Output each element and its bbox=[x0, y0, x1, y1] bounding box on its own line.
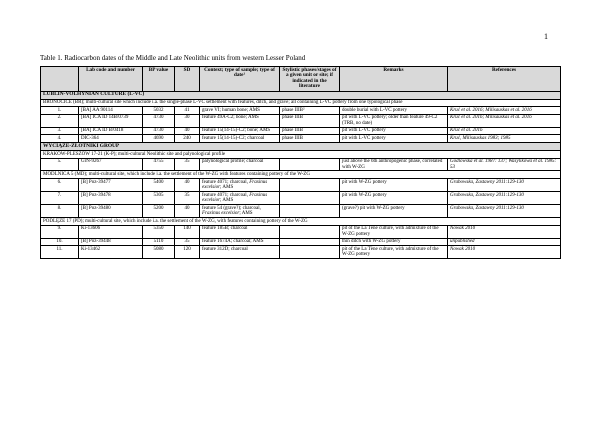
row-lab-code: Ki-13606 bbox=[79, 225, 143, 238]
row-sd: 40 bbox=[175, 179, 200, 192]
header-remarks: Remarks bbox=[340, 67, 448, 92]
row-context: feature 185B; charcoal bbox=[200, 225, 280, 238]
row-remarks: (grave?) pit with W-ZG pottery bbox=[340, 205, 448, 218]
table-row bbox=[41, 107, 561, 115]
table-row bbox=[41, 246, 561, 259]
row-references: unpublished bbox=[448, 238, 561, 246]
row-references: Kruć et al. 2016; Milisauskas et al. 2016 bbox=[448, 114, 561, 127]
row-number: 9. bbox=[41, 225, 79, 238]
row-context: feature 312D; charcoal bbox=[200, 246, 280, 259]
row-bp-value: 4730 bbox=[143, 127, 175, 135]
row-number: 8. bbox=[41, 205, 79, 218]
radiocarbon-table bbox=[40, 66, 561, 259]
table-row bbox=[41, 238, 561, 246]
row-number: 2. bbox=[41, 114, 79, 127]
header-number bbox=[41, 67, 79, 92]
row-bp-value: 5200 bbox=[143, 205, 175, 218]
row-bp-value: 4690 bbox=[143, 135, 175, 143]
row-context: feature 4071; charcoal, Fraxinus excelsior; AMS bbox=[200, 179, 280, 192]
row-phase: phase IIIB bbox=[280, 114, 340, 127]
row-lab-code: [B] Poz-39480 bbox=[79, 205, 143, 218]
header-stylistic-phase: Stylistic phases/stages of a given unit or site; if indicated in the literature bbox=[280, 67, 340, 92]
row-sd: 35 bbox=[175, 238, 200, 246]
row-context: feature 49A-C2; bone; AMS bbox=[200, 114, 280, 127]
row-phase: phase IIIB² bbox=[280, 107, 340, 115]
row-phase bbox=[280, 205, 340, 218]
row-references: Nowak 2010 bbox=[448, 225, 561, 238]
site-description: MODLNICA 5 (MD); multi-cultural site, which include i.a. the settlement of the W-ZG with features containing pottery of the W-ZG bbox=[41, 171, 561, 179]
site-description: BRONOCICE (BR); multi-cultural site which include i.a. the single-phase L-VC settlement with features, ditch, and grave; all containing L-VC pottery from one typological phase bbox=[41, 99, 561, 107]
site-description-row bbox=[41, 217, 561, 225]
row-references: Kruć, Milisauskas 1983; 1985 bbox=[448, 135, 561, 143]
header-context: Context; type of sample; type of date¹ bbox=[200, 67, 280, 92]
row-bp-value: 4755 bbox=[143, 158, 175, 171]
row-references: Grabowska, Zastawny 2011:129-130 bbox=[448, 192, 561, 205]
row-references: Godlowska et al. 1987: 137; Wasylikowa et al. 1985: 53 bbox=[448, 158, 561, 171]
header-sd: SD bbox=[175, 67, 200, 92]
table-caption: Table 1. Radiocarbon dates of the Middle and Late Neolithic units from western Lesser Poland bbox=[40, 54, 306, 62]
row-references: Nowak 2010 bbox=[448, 246, 561, 259]
table-row bbox=[41, 179, 561, 192]
table-row bbox=[41, 205, 561, 218]
row-phase bbox=[280, 238, 340, 246]
row-sd: 140 bbox=[175, 225, 200, 238]
row-context: feature 15(14-15)-C2; charcoal bbox=[200, 135, 280, 143]
table-row bbox=[41, 225, 561, 238]
culture-group-row bbox=[41, 91, 561, 99]
row-remarks: pit with W-ZG pottery bbox=[340, 192, 448, 205]
row-remarks: pit of the La Tène culture, with admixture of the W-ZG pottery bbox=[340, 225, 448, 238]
page-number: 1 bbox=[544, 32, 548, 41]
row-remarks: pit with W-ZG pottery bbox=[340, 179, 448, 192]
header-row bbox=[41, 67, 561, 92]
table-body bbox=[41, 91, 561, 258]
row-lab-code: [B] Poz-39478 bbox=[79, 192, 143, 205]
row-number: 11. bbox=[41, 246, 79, 259]
row-lab-code: [BA] ICA ID B/0418 bbox=[79, 127, 143, 135]
row-remarks: pit with L-VC pottery bbox=[340, 127, 448, 135]
header-lab-code: Lab code and number bbox=[79, 67, 143, 92]
row-remarks: thin ditch with W-ZG pottery bbox=[340, 238, 448, 246]
culture-group-title: LUBLIN-VOLHYNIAN CULTURE (L-VC) bbox=[41, 91, 561, 99]
row-context: feature 15(14-15)-C2; bone; AMS bbox=[200, 127, 280, 135]
row-context: feature 54 (grave?); charcoal, Fraxinus excelsior; AMS bbox=[200, 205, 280, 218]
table-row bbox=[41, 114, 561, 127]
row-sd: 30 bbox=[175, 114, 200, 127]
row-context: palynological profile; charcoal bbox=[200, 158, 280, 171]
row-number: 4. bbox=[41, 135, 79, 143]
table-row bbox=[41, 192, 561, 205]
species-name: Fraxinus excelsior bbox=[202, 210, 240, 216]
row-bp-value: 5110 bbox=[143, 238, 175, 246]
site-description: PODLĘŻE 17 (PD); multi-cultural site, which include i.a. the settlement of the W-ZG, with features containing pottery of the W-ZG bbox=[41, 217, 561, 225]
row-phase bbox=[280, 158, 340, 171]
row-references: Grabowska, Zastawny 2011:129-130 bbox=[448, 205, 561, 218]
row-sd: 35 bbox=[175, 192, 200, 205]
row-context: feature 4071; charcoal, Fraxinus excelsior; AMS bbox=[200, 192, 280, 205]
row-lab-code: [BA] AA 90114 bbox=[79, 107, 143, 115]
row-lab-code: [B] Poz-39477 bbox=[79, 179, 143, 192]
row-sd: 35 bbox=[175, 158, 200, 171]
row-remarks: double burial with L-VC pottery bbox=[340, 107, 448, 115]
row-bp-value: 4730 bbox=[143, 114, 175, 127]
row-phase bbox=[280, 192, 340, 205]
row-sd: 40 bbox=[175, 205, 200, 218]
culture-group-row bbox=[41, 142, 561, 150]
species-name: Fraxinus excelsior bbox=[202, 192, 268, 204]
row-lab-code: [B] Poz-39448 bbox=[79, 238, 143, 246]
row-remarks: just above the 6th anthropogenic phase, correlated with W-ZG bbox=[340, 158, 448, 171]
row-number: 10. bbox=[41, 238, 79, 246]
table-row bbox=[41, 158, 561, 171]
row-number: 1. bbox=[41, 107, 79, 115]
row-bp-value: 5032 bbox=[143, 107, 175, 115]
row-bp-value: 5350 bbox=[143, 225, 175, 238]
row-sd: 120 bbox=[175, 246, 200, 259]
row-references: Kruć et al. 2016; Milisauskas et al. 2016 bbox=[448, 107, 561, 115]
row-number: 3. bbox=[41, 127, 79, 135]
culture-group-title: WYCIĄŻE-ZŁOTNIKI GROUP bbox=[41, 142, 561, 150]
row-remarks: pit with L-VC pottery bbox=[340, 135, 448, 143]
row-phase: phase IIIB bbox=[280, 135, 340, 143]
row-sd: 41 bbox=[175, 107, 200, 115]
row-bp-value: 5305 bbox=[143, 192, 175, 205]
row-lab-code: DIC-364 bbox=[79, 135, 143, 143]
row-phase bbox=[280, 246, 340, 259]
row-lab-code: Ki-13462 bbox=[79, 246, 143, 259]
row-sd: 40 bbox=[175, 127, 200, 135]
row-number: 5. bbox=[41, 158, 79, 171]
row-number: 6. bbox=[41, 179, 79, 192]
row-bp-value: 5080 bbox=[143, 246, 175, 259]
row-bp-value: 5400 bbox=[143, 179, 175, 192]
header-bp-value: BP value bbox=[143, 67, 175, 92]
row-phase bbox=[280, 225, 340, 238]
row-sd: 240 bbox=[175, 135, 200, 143]
row-remarks: pit of the La Tène culture, with admixture of the W-ZG pottery bbox=[340, 246, 448, 259]
header-references: References bbox=[448, 67, 561, 92]
site-description-row bbox=[41, 99, 561, 107]
table-header bbox=[41, 67, 561, 92]
species-name: Fraxinus excelsior bbox=[202, 179, 268, 191]
row-lab-code: [BA] ICA ID 14B/0739 bbox=[79, 114, 143, 127]
table-row bbox=[41, 135, 561, 143]
row-number: 7. bbox=[41, 192, 79, 205]
row-references: Kruć et al. 2016 bbox=[448, 127, 561, 135]
site-description-row bbox=[41, 171, 561, 179]
site-description: KRAKÓW-PLESZÓW 17-21 (K-P); multi-cultural Neolithic site and palynological profile bbox=[41, 150, 561, 158]
row-remarks: pit with L-VC pottery; older than feature 49-C2 (TRB, no date) bbox=[340, 114, 448, 127]
row-references: Grabowska, Zastawny 2011:129-130 bbox=[448, 179, 561, 192]
site-description-row bbox=[41, 150, 561, 158]
row-phase bbox=[280, 179, 340, 192]
table-row bbox=[41, 127, 561, 135]
row-context: grave VI; human bone; AMS bbox=[200, 107, 280, 115]
row-lab-code: GrN-9267 bbox=[79, 158, 143, 171]
row-context: feature 1674A; charcoal; AMS bbox=[200, 238, 280, 246]
row-phase: phase IIIB bbox=[280, 127, 340, 135]
